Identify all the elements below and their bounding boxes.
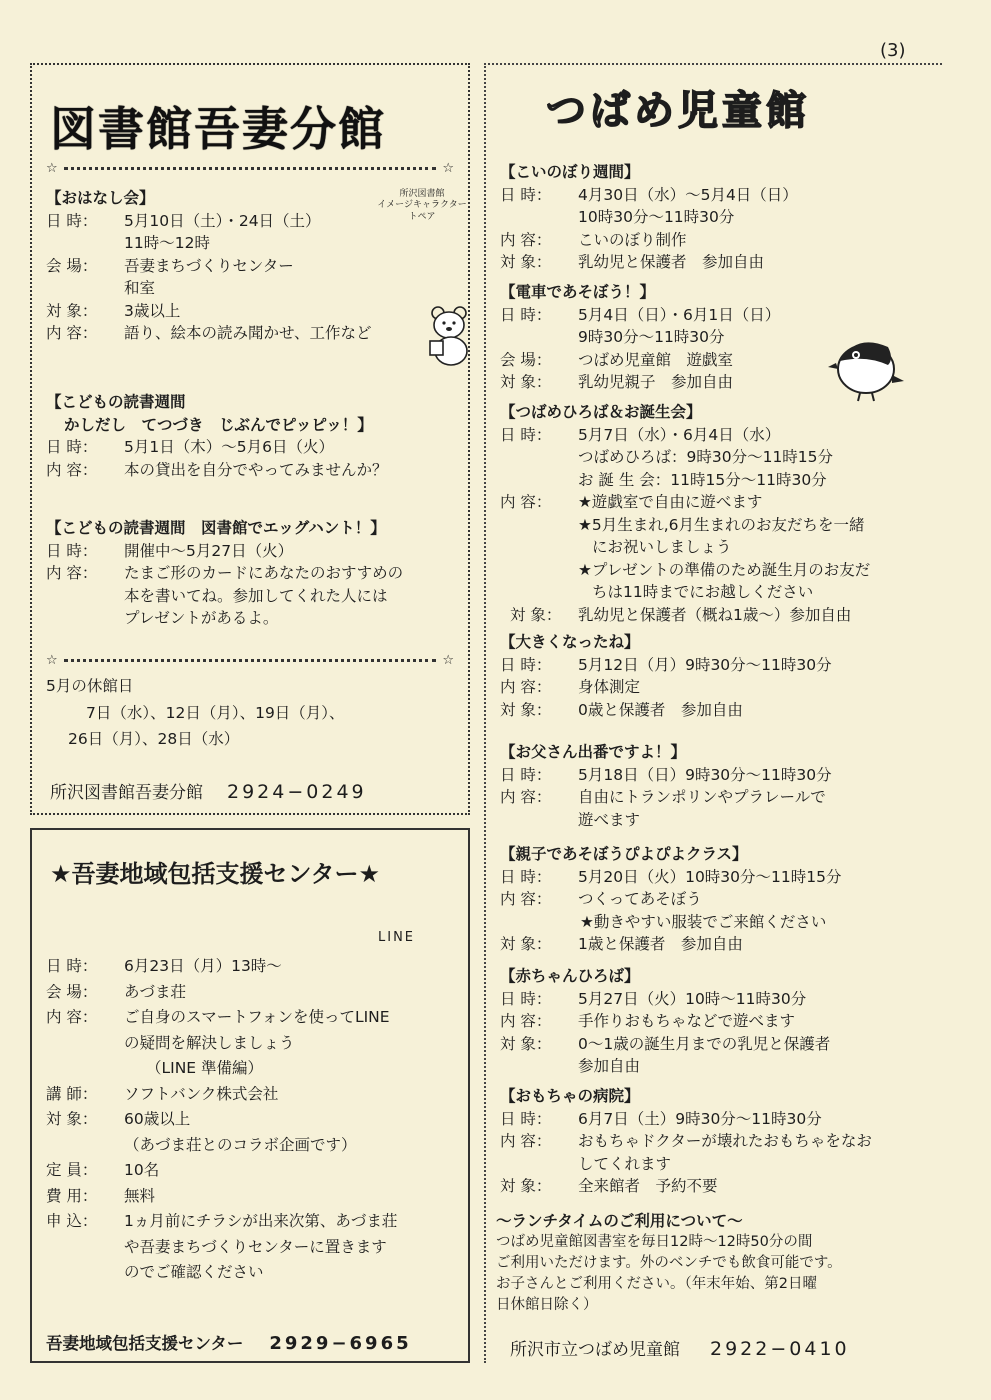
star-icon: ☆ (46, 652, 58, 668)
star-icon: ☆ (442, 160, 454, 176)
library-name: 所沢図書館吾妻分館 (50, 783, 203, 803)
jido-title: つばめ児童館 (546, 88, 810, 134)
library-section (30, 63, 470, 815)
support-center-section (30, 828, 470, 1363)
egg-hunt-event: 【こどもの読書週間 図書館でエッグハント！】 日 時： 開催中～5月27日（火） 内 容： たまご形のカードにあなたのおすすめの 本を書いてね。参加してくれた人には プレゼントがあるよ。 (46, 519, 404, 627)
koinobori-event: 【こいのぼり週間】 日 時： 4月30日（水）～5月4日（日） 10時30分～11時30分 内 容： こいのぼり制作 対 象： 乳幼児と保護者 参加自由 (500, 163, 798, 271)
star-icon: ☆ (46, 160, 58, 176)
ookiku-event: 【大きくなったね】 日 時： 5月12日（月）9時30分～11時30分 内 容： 身体測定 対 象： 0歳と保護者 参加自由 (500, 633, 832, 719)
akachan-event: 【赤ちゃんひろば】 日 時： 5月27日（火）10時～11時30分 内 容： 手作りおもちゃなどで遊べます 対 象： 0～1歳の誕生月までの乳児と保護者 参加自由 (500, 967, 831, 1075)
star-divider (46, 161, 454, 175)
library-title: 図書館吾妻分館 (50, 102, 386, 156)
library-footer (50, 778, 367, 803)
star-icon: ☆ (442, 652, 454, 668)
otousan-event: 【お父さん出番ですよ！】 日 時： 5月18日（日）9時30分～11時30分 内 容： 自由にトランポリンやプラレールで 遊べます (500, 743, 832, 829)
bear-character-icon (424, 303, 474, 367)
support-center-name: 吾妻地域包括支援センター (46, 1334, 244, 1353)
closed-days: 5月の休館日 7日（水）、12日（月）、19日（月）、 26日（月）、28日（水） (46, 677, 345, 748)
support-center-tel: 2929−6965 (269, 1333, 412, 1354)
library-tel: 2924−0249 (227, 781, 367, 803)
story-event: 【おはなし会】 日 時： 5月10日（土）・24日（土） 11時～12時 会 場： 吾妻まちづくりセンター 和室 対 象： 3歳以上 内 容： 語り、絵本の読み聞かせ、工作など (46, 189, 372, 342)
line-label: LINE (378, 930, 416, 945)
lunch-notice: ～ランチタイムのご利用について～ つばめ児童館図書室を毎日12時～12時50分の間 ご利用いただけます。外のベンチでも飲食可能です。 お子さんとご利用ください。（年末年始、第2日曜 日休館日除く） (496, 1212, 842, 1313)
star-divider (46, 653, 454, 667)
reading-week-event: 【こどもの読書週間 かしだし てつづき じぶんでピッピッ！】 日 時： 5月1日（木）～5月6日（火） 内 容： 本の貸出を自分でやってみませんか？ (46, 393, 388, 479)
support-center-title: ★吾妻地域包括支援センター★ (50, 860, 381, 888)
jido-tel: 2922−0410 (710, 1338, 850, 1360)
omocha-event: 【おもちゃの病院】 日 時： 6月7日（土）9時30分～11時30分 内 容： おもちゃドクターが壊れたおもちゃをなお してくれます 対 象： 全来館者 予約不要 (500, 1087, 872, 1195)
jido-footer (510, 1335, 850, 1360)
piyopiyo-event: 【親子であそぼうぴよぴよクラス】 日 時： 5月20日（火）10時30分～11時15分 内 容： つくってあそぼう ★動きやすい服装でご来館ください 対 象： 1歳と保護者 参加自由 (500, 845, 842, 953)
densha-event: 【電車であそぼう！】 日 時： 5月4日（日）・6月1日（日） 9時30分～11時30分 会 場： つばめ児童館 遊戯室 対 象： 乳幼児親子 参加自由 (500, 283, 781, 391)
character-label: 所沢図書館 イメージキャラクター トペア (377, 189, 467, 222)
jido-section (484, 63, 942, 1363)
hiroba-event: 【つばめひろば＆お誕生会】 日 時： 5月7日（水）・6月4日（水） つばめひろば：9時30分～11時15分 お 誕 生 会：11時15分～11時30分 内 容： ★遊戯室で自由に遊べます ★5月生まれ,6月生まれのお友だちを一緒 にお祝いしましょう ★プレゼントの準備のため誕生月のお友だ ちは11時までにお越しください 対 象： 乳幼児と保護者（概ね1歳～）参加自由 (500, 403, 871, 624)
swallow-bird-icon (826, 325, 906, 405)
support-center-footer (46, 1330, 412, 1354)
page-number: (3) (880, 40, 906, 61)
jido-name: 所沢市立つばめ児童館 (510, 1340, 680, 1360)
line-seminar: 日 時： 6月23日（月）13時～ 会 場： あづま荘 内 容： ご自身のスマートフォンを使ってLINE の疑問を解決しましょう （LINE 準備編） 講 師： ソフトバンク株式会社 対 象： 60歳以上 （あづま荘とのコラボ企画です） 定 員： 10名 費 用： 無料 申 込： 1ヵ月前にチラシが出来次第、あづま荘 や吾妻まちづくりセンターに置きます のでご確認ください (46, 957, 398, 1281)
